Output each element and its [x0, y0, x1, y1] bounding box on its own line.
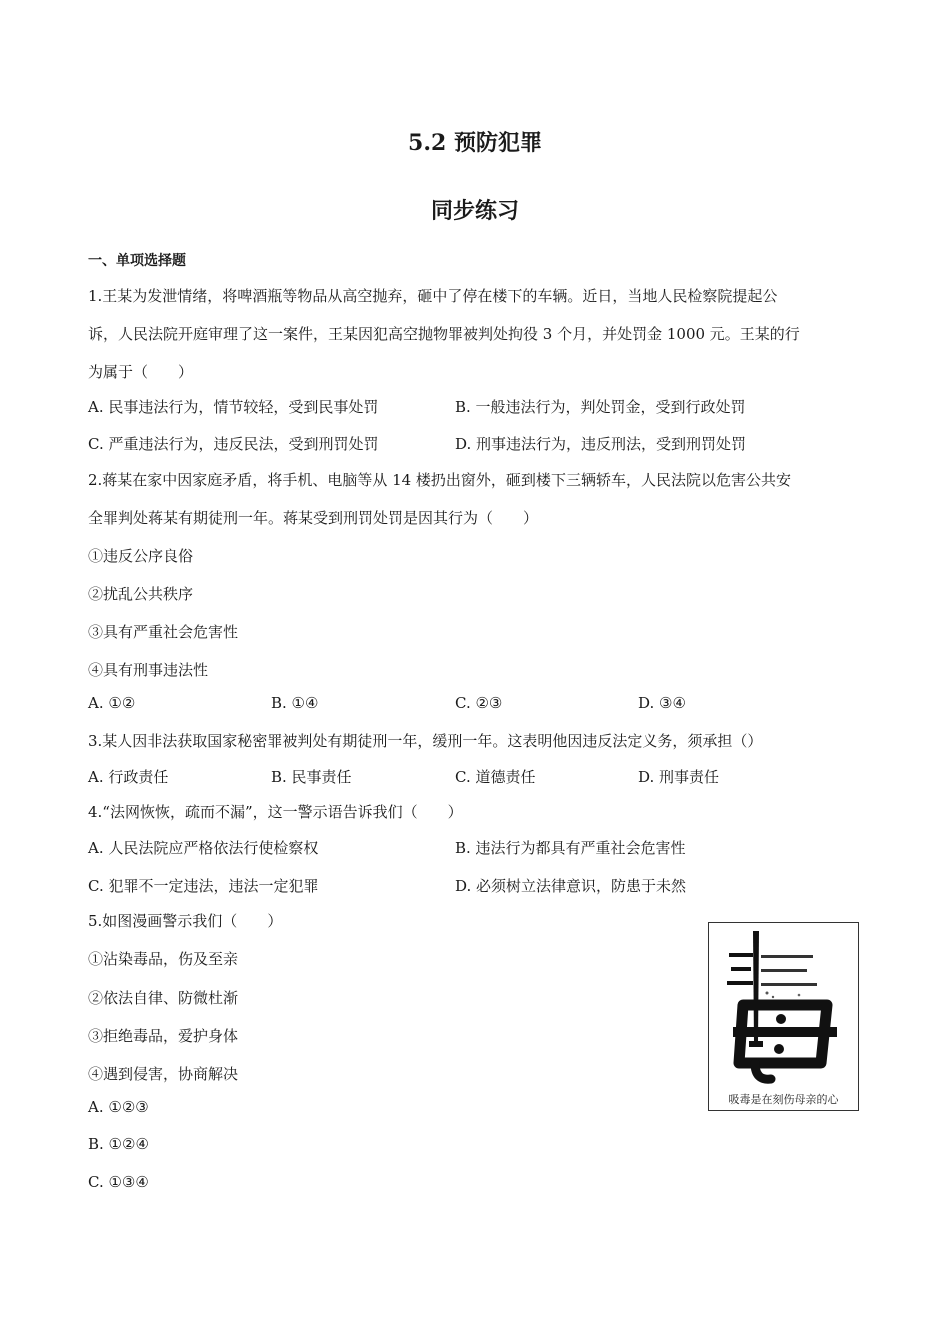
question-5-item-3: ③拒绝毒品，爱护身体 — [88, 1027, 239, 1045]
question-5-line-1: 5.如图漫画警示我们（ ） — [88, 912, 283, 930]
stroke-top-5 — [761, 969, 807, 972]
stroke-top-2 — [731, 967, 751, 971]
cartoon-caption: 吸毒是在刻伤母亲的心 — [728, 1093, 839, 1106]
question-5-item-4: ④遇到侵害，协商解决 — [88, 1065, 239, 1083]
section-heading: 一、单项选择题 — [88, 253, 186, 269]
question-4-option-c[interactable]: C. 犯罪不一定违法，违法一定犯罪 — [88, 877, 319, 895]
question-1-option-c[interactable]: C. 严重违法行为，违反民法，受到刑罚处罚 — [88, 435, 379, 453]
question-2-item-2: ②扰乱公共秩序 — [88, 585, 194, 603]
anti-drug-cartoon — [708, 922, 859, 1111]
question-2-item-3: ③具有严重社会危害性 — [88, 623, 239, 641]
question-1-option-a[interactable]: A. 民事违法行为，情节较轻，受到民事处罚 — [88, 398, 379, 416]
question-2-option-b[interactable]: B. ①④ — [271, 694, 319, 712]
mother-dot-2 — [774, 1044, 784, 1054]
question-3-option-c[interactable]: C. 道德责任 — [455, 768, 536, 786]
page-subtitle: 同步练习 — [430, 198, 519, 224]
dagger-blade — [753, 931, 759, 1043]
mother-cross-stroke — [733, 1027, 837, 1037]
question-3-option-a[interactable]: A. 行政责任 — [88, 768, 169, 786]
question-4-option-a[interactable]: A. 人民法院应严格依法行使检察权 — [88, 839, 319, 857]
stroke-top-1 — [729, 953, 753, 957]
mother-dot-1 — [776, 1014, 786, 1024]
question-1-line-2: 诉，人民法院开庭审理了这一案件，王某因犯高空抛物罪被判处拘役 3 个月，并处罚金 1000 元。王某的行 — [88, 325, 800, 343]
question-2-option-d[interactable]: D. ③④ — [638, 694, 686, 712]
question-4-line-1: 4.“法网恢恢，疏而不漏”，这一警示语告诉我们（ ） — [88, 803, 463, 821]
question-1-line-1: 1.王某为发泄情绪，将啤酒瓶等物品从高空抛弃，砸中了停在楼下的车辆。近日，当地人民检察院提起公 — [88, 287, 778, 305]
question-2-option-c[interactable]: C. ②③ — [455, 694, 503, 712]
question-2-item-4: ④具有刑事违法性 — [88, 661, 209, 679]
question-4-option-b[interactable]: B. 违法行为都具有严重社会危害性 — [455, 839, 686, 857]
question-1-option-b[interactable]: B. 一般违法行为，判处罚金，受到行政处罚 — [455, 398, 746, 416]
question-5-option-c[interactable]: C. ①③④ — [88, 1173, 149, 1191]
stroke-top-6 — [761, 983, 817, 986]
stroke-top-4 — [761, 955, 813, 958]
question-2-option-a[interactable]: A. ①② — [88, 694, 136, 712]
question-4-option-d[interactable]: D. 必须树立法律意识，防患于未然 — [455, 877, 687, 895]
question-1-option-d[interactable]: D. 刑事违法行为，违反刑法，受到刑罚处罚 — [455, 435, 747, 453]
question-2-line-2: 全罪判处蒋某有期徒刑一年。蒋某受到刑罚处罚是因其行为（ ） — [88, 509, 539, 527]
poison-character-illustration — [709, 923, 860, 1112]
question-5-option-a[interactable]: A. ①②③ — [88, 1098, 149, 1116]
question-2-item-1: ①违反公序良俗 — [88, 547, 194, 565]
dagger-guard — [749, 1041, 763, 1047]
question-3-option-d[interactable]: D. 刑事责任 — [638, 768, 720, 786]
question-5-option-b[interactable]: B. ①②④ — [88, 1135, 149, 1153]
question-5-item-1: ①沾染毒品，伤及至亲 — [88, 950, 239, 968]
question-3-option-b[interactable]: B. 民事责任 — [271, 768, 352, 786]
question-2-line-1: 2.蒋某在家中因家庭矛盾，将手机、电脑等从 14 楼扔出窗外，砸到楼下三辆轿车，人民法院以危害公共安 — [88, 471, 791, 489]
stroke-top-3 — [727, 981, 753, 985]
question-5-item-2: ②依法自律、防微杜渐 — [88, 989, 239, 1007]
question-3-line-1: 3.某人因非法获取国家秘密罪被判处有期徒刑一年，缓刑一年。这表明他因违反法定义务，须承担（） — [88, 732, 763, 750]
question-1-line-3: 为属于（ ） — [88, 363, 194, 381]
page-title: 5.2 预防犯罪 — [408, 130, 542, 156]
